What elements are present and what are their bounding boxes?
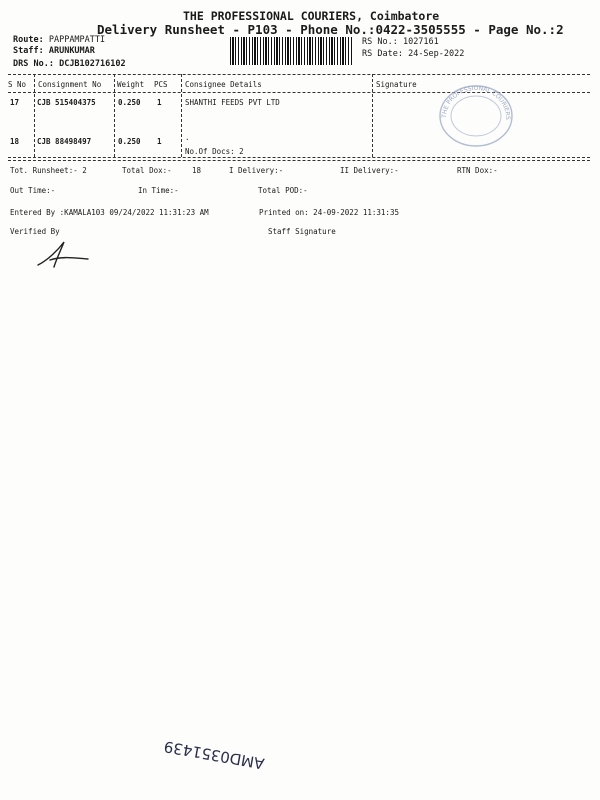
table-row-cell-consignment: CJB 515404375 (37, 98, 96, 107)
barcode-graphic (230, 37, 353, 65)
total-pod: Total POD:- (258, 186, 308, 195)
out-time: Out Time:- (10, 186, 56, 195)
tot-runsheet: Tot. Runsheet:- 2 (10, 166, 87, 175)
col-header-consignee: Consignee Details (185, 80, 262, 89)
table-top-rule (8, 74, 590, 75)
ii-delivery: II Delivery:- (340, 166, 399, 175)
total-dox-value: 18 (192, 166, 202, 175)
table-row-cell-consignment: CJB 88498497 (37, 137, 92, 146)
table-row-cell-sno: 17 (10, 98, 20, 107)
staff-line (13, 46, 95, 56)
verifier-signature (30, 238, 100, 272)
table-bottom-rule (8, 157, 590, 158)
rs-date-label: RS Date: (362, 49, 403, 59)
table-bottom-rule-2 (8, 160, 590, 161)
col-header-pcs: PCS (154, 80, 168, 89)
table-row-cell-consignee: . (185, 133, 190, 142)
table-row-cell-pcs: 1 (157, 137, 162, 146)
company-title: THE PROFESSIONAL COURIERS, Coimbatore (183, 9, 440, 23)
printed-on: Printed on: 24-09-2022 11:31:35 (259, 208, 399, 217)
table-row-cell-weight: 0.250 (118, 98, 141, 107)
staff-value: ARUNKUMAR (48, 46, 95, 56)
col-header-weight: Weight (117, 80, 145, 89)
entered-by: Entered By :KAMALA103 09/24/2022 11:31:23 AM (10, 208, 209, 217)
col-header-sno: S No (8, 80, 27, 89)
rtn-dox: RTN Dox:- (457, 166, 498, 175)
col-divider-1 (34, 74, 35, 157)
table-row-cell-pcs: 1 (157, 98, 162, 107)
i-delivery: I Delivery:- (229, 166, 284, 175)
rs-date-line (362, 49, 464, 59)
rs-no-line (362, 37, 439, 47)
handwritten-note-text: AMD0351439 (162, 737, 266, 773)
no-of-docs: No.Of Docs: 2 (185, 147, 244, 156)
rs-date-value: 24-Sep-2022 (408, 49, 465, 59)
col-divider-4 (372, 74, 373, 157)
rs-no-label: RS No.: (362, 37, 398, 47)
table-row-cell-consignee: SHANTHI FEEDS PVT LTD (185, 98, 280, 107)
route-line (13, 35, 105, 45)
verified-by: Verified By (10, 227, 60, 236)
in-time: In Time:- (138, 186, 179, 195)
col-divider-3 (181, 74, 182, 157)
stamp-text: THE PROFESSIONAL COURIERS (440, 84, 512, 120)
route-value: PAPPAMPATTI (48, 35, 106, 45)
drs-line (13, 59, 126, 69)
total-dox-label: Total Dox:- (122, 166, 172, 175)
handwritten-note (140, 720, 290, 780)
staff-label: Staff: (13, 46, 44, 56)
drs-value: DCJB102716102 (59, 59, 126, 69)
courier-stamp (430, 78, 522, 150)
col-header-consignment: Consignment No (38, 80, 102, 89)
table-row-cell-sno: 18 (10, 137, 20, 146)
runsheet-subtitle: Delivery Runsheet - P103 - Phone No.:0422-3505555 - Page No.:2 (97, 22, 564, 37)
col-divider-2 (114, 74, 115, 157)
rs-no-value: 1027161 (402, 37, 439, 47)
staff-signature-label: Staff Signature (268, 227, 336, 236)
table-row-cell-weight: 0.250 (118, 137, 141, 146)
drs-label: DRS No.: (13, 59, 54, 69)
route-label: Route: (13, 35, 44, 45)
col-header-signature: Signature (376, 80, 417, 89)
